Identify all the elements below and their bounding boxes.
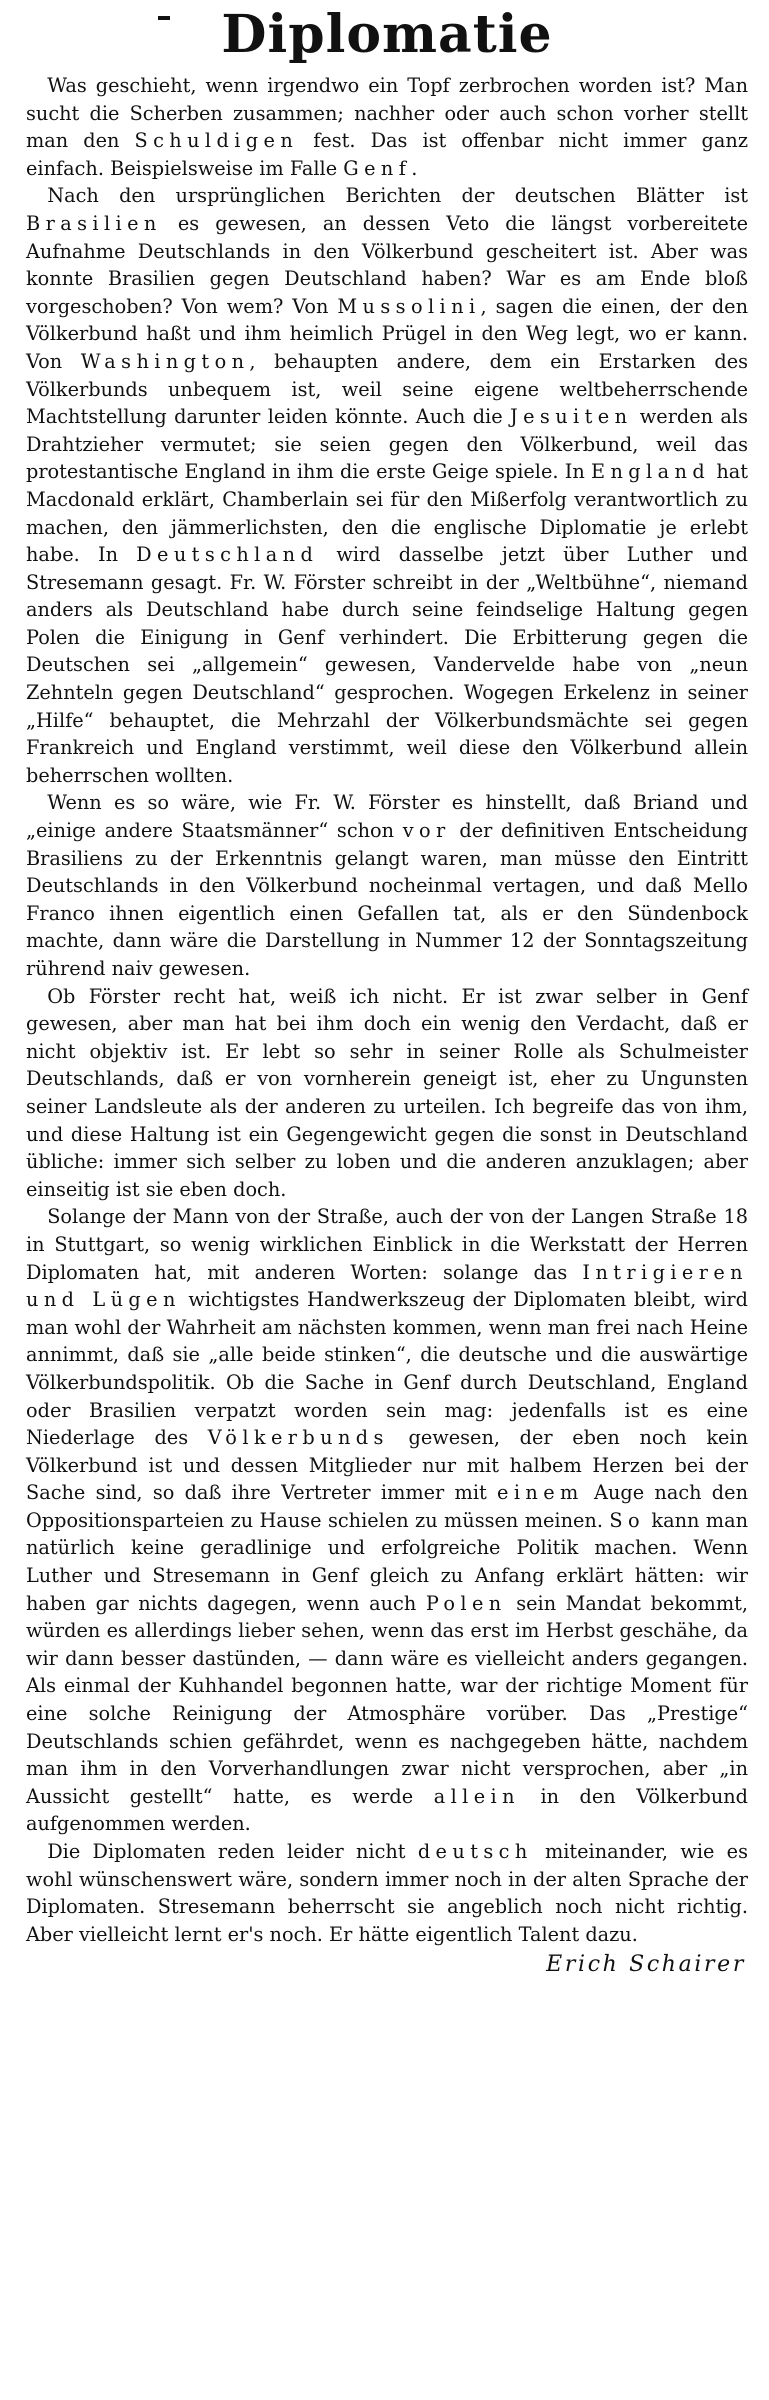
- p6-text-a: Die Diplomaten reden leider nicht: [47, 1840, 418, 1863]
- p5-text-g: Auge nach den Oppositionsparteien zu Hause schielen zu müssen meinen.: [26, 1481, 748, 1532]
- p1-emph-schuldigen: Schuldigen: [134, 129, 299, 153]
- paragraph-4: [26, 983, 748, 1204]
- margin-dash: [158, 16, 170, 20]
- p1-text-c: fest. Das ist offenbar nicht immer ganz einfach. Beispielsweise im Falle: [26, 129, 748, 180]
- p5-emph-polen: Polen: [425, 1591, 507, 1615]
- p2-text-e: , sagen die einen, der den Völkerbund haßt und ihm heimlich Prügel in den Weg legt, wo er kann. Von: [26, 294, 748, 373]
- p2-text-m: wird dasselbe jetzt über Luther und Stresemann gesagt. Fr. W. Förster schreibt in der „Weltbühne“, niemand anders als Deutschland habe durch seine feindselige Haltung gegen Polen die Einigung in Genf verhindert. Die Erbitterung gegen die Deutschen sei „allgemein“ gewesen, Vandervelde habe von „neun Zehnteln gegen Deutschland“ gesprochen. Wogegen Erkelenz in seiner „Hilfe“ behauptet, die Mehrzahl der Völkerbundsmächte sei gegen Frankreich und England verstimmt, weil diese den Völkerbund allein beherrschen wollten.: [26, 543, 748, 787]
- p2-emph-deutschland: Deutschland: [136, 543, 319, 567]
- p5-emph-so: So: [609, 1508, 645, 1532]
- p5-text-c: wichtigstes Handwerkszeug der Diplomaten bleibt, wird man wohl der Wahrheit am nächsten kommen, wenn man frei nach Heine annimmt, daß sie „alle beide stinken“, die deutsche und die auswärtige Völkerbundspolitik. Ob die Sache in Genf durch Deutschland, England oder Brasilien verpatzt worden sein mag: jedenfalls ist es eine Niederlage des: [26, 1288, 748, 1450]
- p1-text-a: Was geschieht, wenn irgendwo ein Topf zerbrochen worden ist? Man sucht die Scherben zusammen; nachher oder auch schon vorher stellt man den: [26, 74, 748, 153]
- p3-emph-vor: vor: [402, 819, 451, 843]
- p1-text-e: .: [411, 156, 418, 180]
- p6-text-c: miteinander, wie es wohl wünschenswert wäre, sondern immer noch in der alten Sprache der Diplomaten. Stresemann beherrscht sie angeblich noch nicht richtig. Aber vielleicht lernt er's noch. Er hätte eigentlich Talent dazu.: [26, 1840, 748, 1946]
- p6-emph-deutsch: deutsch: [417, 1840, 533, 1863]
- p5-text-k: sein Mandat bekommt, würden es allerdings lieber sehen, wenn das erst im Herbst geschähe, da wir dann besser dastünden, — dann wäre es vielleicht anders gegangen. Als einmal der Kuhhandel begonnen hatte, war der richtige Moment für eine solche Reinigung der Atmosphäre vorüber. Das „Prestige“ Deutschlands schien gefährdet, wenn es nachgegeben hätte, nachdem man ihm in den Vorverhandlungen zwar nicht versprochen, aber „in Aussicht gestellt“ hatte, es werde: [26, 1591, 748, 1808]
- p2-emph-jesuiten: Jesuiten: [509, 405, 633, 429]
- article: [26, 0, 748, 2400]
- p4-text-a: Ob Förster recht hat, weiß ich nicht. Er ist zwar selber in Genf gewesen, aber man hat bei ihm doch ein wenig den Verdacht, daß er nicht objektiv ist. Er lebt so sehr in seiner Rolle als Schulmeister Deutschlands, daß er von vornherein geneigt ist, eher zu Ungunsten seiner Landsleute als der anderen zu urteilen. Ich begreife das von ihm, und diese Haltung ist ein Gegengewicht gegen die sonst in Deutschland übliche: immer sich selber zu loben und die anderen anzuklagen; aber einseitig ist sie eben doch.: [26, 984, 748, 1201]
- p2-text-g: , behaupten andere, dem ein Erstarken des Völkerbunds unbequem ist, weil seine eigene weltbeherrschende Machtstellung darunter leiden könnte. Auch die: [26, 349, 749, 429]
- p2-emph-england: England: [591, 460, 711, 484]
- p1-emph-genf: Genf: [343, 156, 412, 180]
- p2-text-c: es gewesen, an dessen Veto die längst vorbereitete Aufnahme Deutschlands in den Völkerbund gescheitert ist. Aber was konnte Brasilien gegen Deutschland haben? War es am Ende bloß vorgeschoben? Von wem? Von: [26, 211, 748, 318]
- p5-emph-allein: allein: [433, 1784, 520, 1808]
- p3-text-a: Wenn es so wäre, wie Fr. W. Förster es hinstellt, daß Briand und „einige andere Staatsmänner“ schon: [26, 791, 748, 843]
- paragraph-6: [26, 1838, 748, 1948]
- paragraph-3: [26, 789, 748, 982]
- author-signature: Erich Schairer: [546, 1952, 746, 1978]
- p5-text-m: in den Völkerbund aufgenommen werden.: [26, 1784, 748, 1836]
- p2-emph-mussolini: Mussolini: [337, 294, 481, 318]
- p2-text-i: werden als Drahtzieher vermutet; sie seien gegen den Völkerbund, weil das protestantische England in ihm die erste Geige spiele. In: [26, 405, 748, 484]
- p5-emph-einem: einem: [497, 1481, 584, 1505]
- p2-emph-washington: Washington: [80, 349, 250, 373]
- p5-text-a: Solange der Mann von der Straße, auch der von der Langen Straße 18 in Stuttgart, so wenig wirklichen Einblick in die Werkstatt der Herren Diplomaten hat, mit anderen Worten: solange das: [26, 1205, 748, 1284]
- paragraph-1: [26, 72, 748, 182]
- p5-emph-voelkerbunds: Völkerbunds: [207, 1426, 389, 1450]
- p5-emph-intrigieren: Intrigieren und Lügen: [26, 1260, 748, 1312]
- paragraph-5: [26, 1203, 748, 1838]
- p2-text-a: Nach den ursprünglichen Berichten der deutschen Blätter ist: [47, 184, 748, 208]
- p2-text-k: hat Macdonald erklärt, Chamberlain sei für den Mißerfolg verantwortlich zu machen, den jämmerlichsten, den die englische Diplomatie je erlebt habe. In: [26, 460, 748, 567]
- p3-text-c: der definitiven Entscheidung Brasiliens zu der Erkenntnis gelangt waren, man müsse den Eintritt Deutschlands in den Völkerbund nocheinmal vertagen, und daß Mello Franco ihnen eigentlich einen Gefallen tat, als er den Sündenbock machte, dann wäre die Darstellung in Nummer 12 der Sonntagszeitung rührend naiv gewesen.: [26, 819, 748, 980]
- p2-emph-brasilien: Brasilien: [26, 211, 162, 235]
- paragraph-2: [26, 182, 748, 789]
- headline: Diplomatie: [221, 4, 553, 65]
- p5-text-i: kann man natürlich keine geradlinige und erfolgreiche Politik machen. Wenn Luther und Stresemann in Genf gleich zu Anfang erklärt hätten: wir haben gar nichts dagegen, wenn auch: [26, 1508, 748, 1615]
- p5-text-e: gewesen, der eben noch kein Völkerbund ist und dessen Mitglieder nur mit halbem Herzen bei der Sache sind, so daß ihre Vertreter immer mit: [26, 1426, 748, 1505]
